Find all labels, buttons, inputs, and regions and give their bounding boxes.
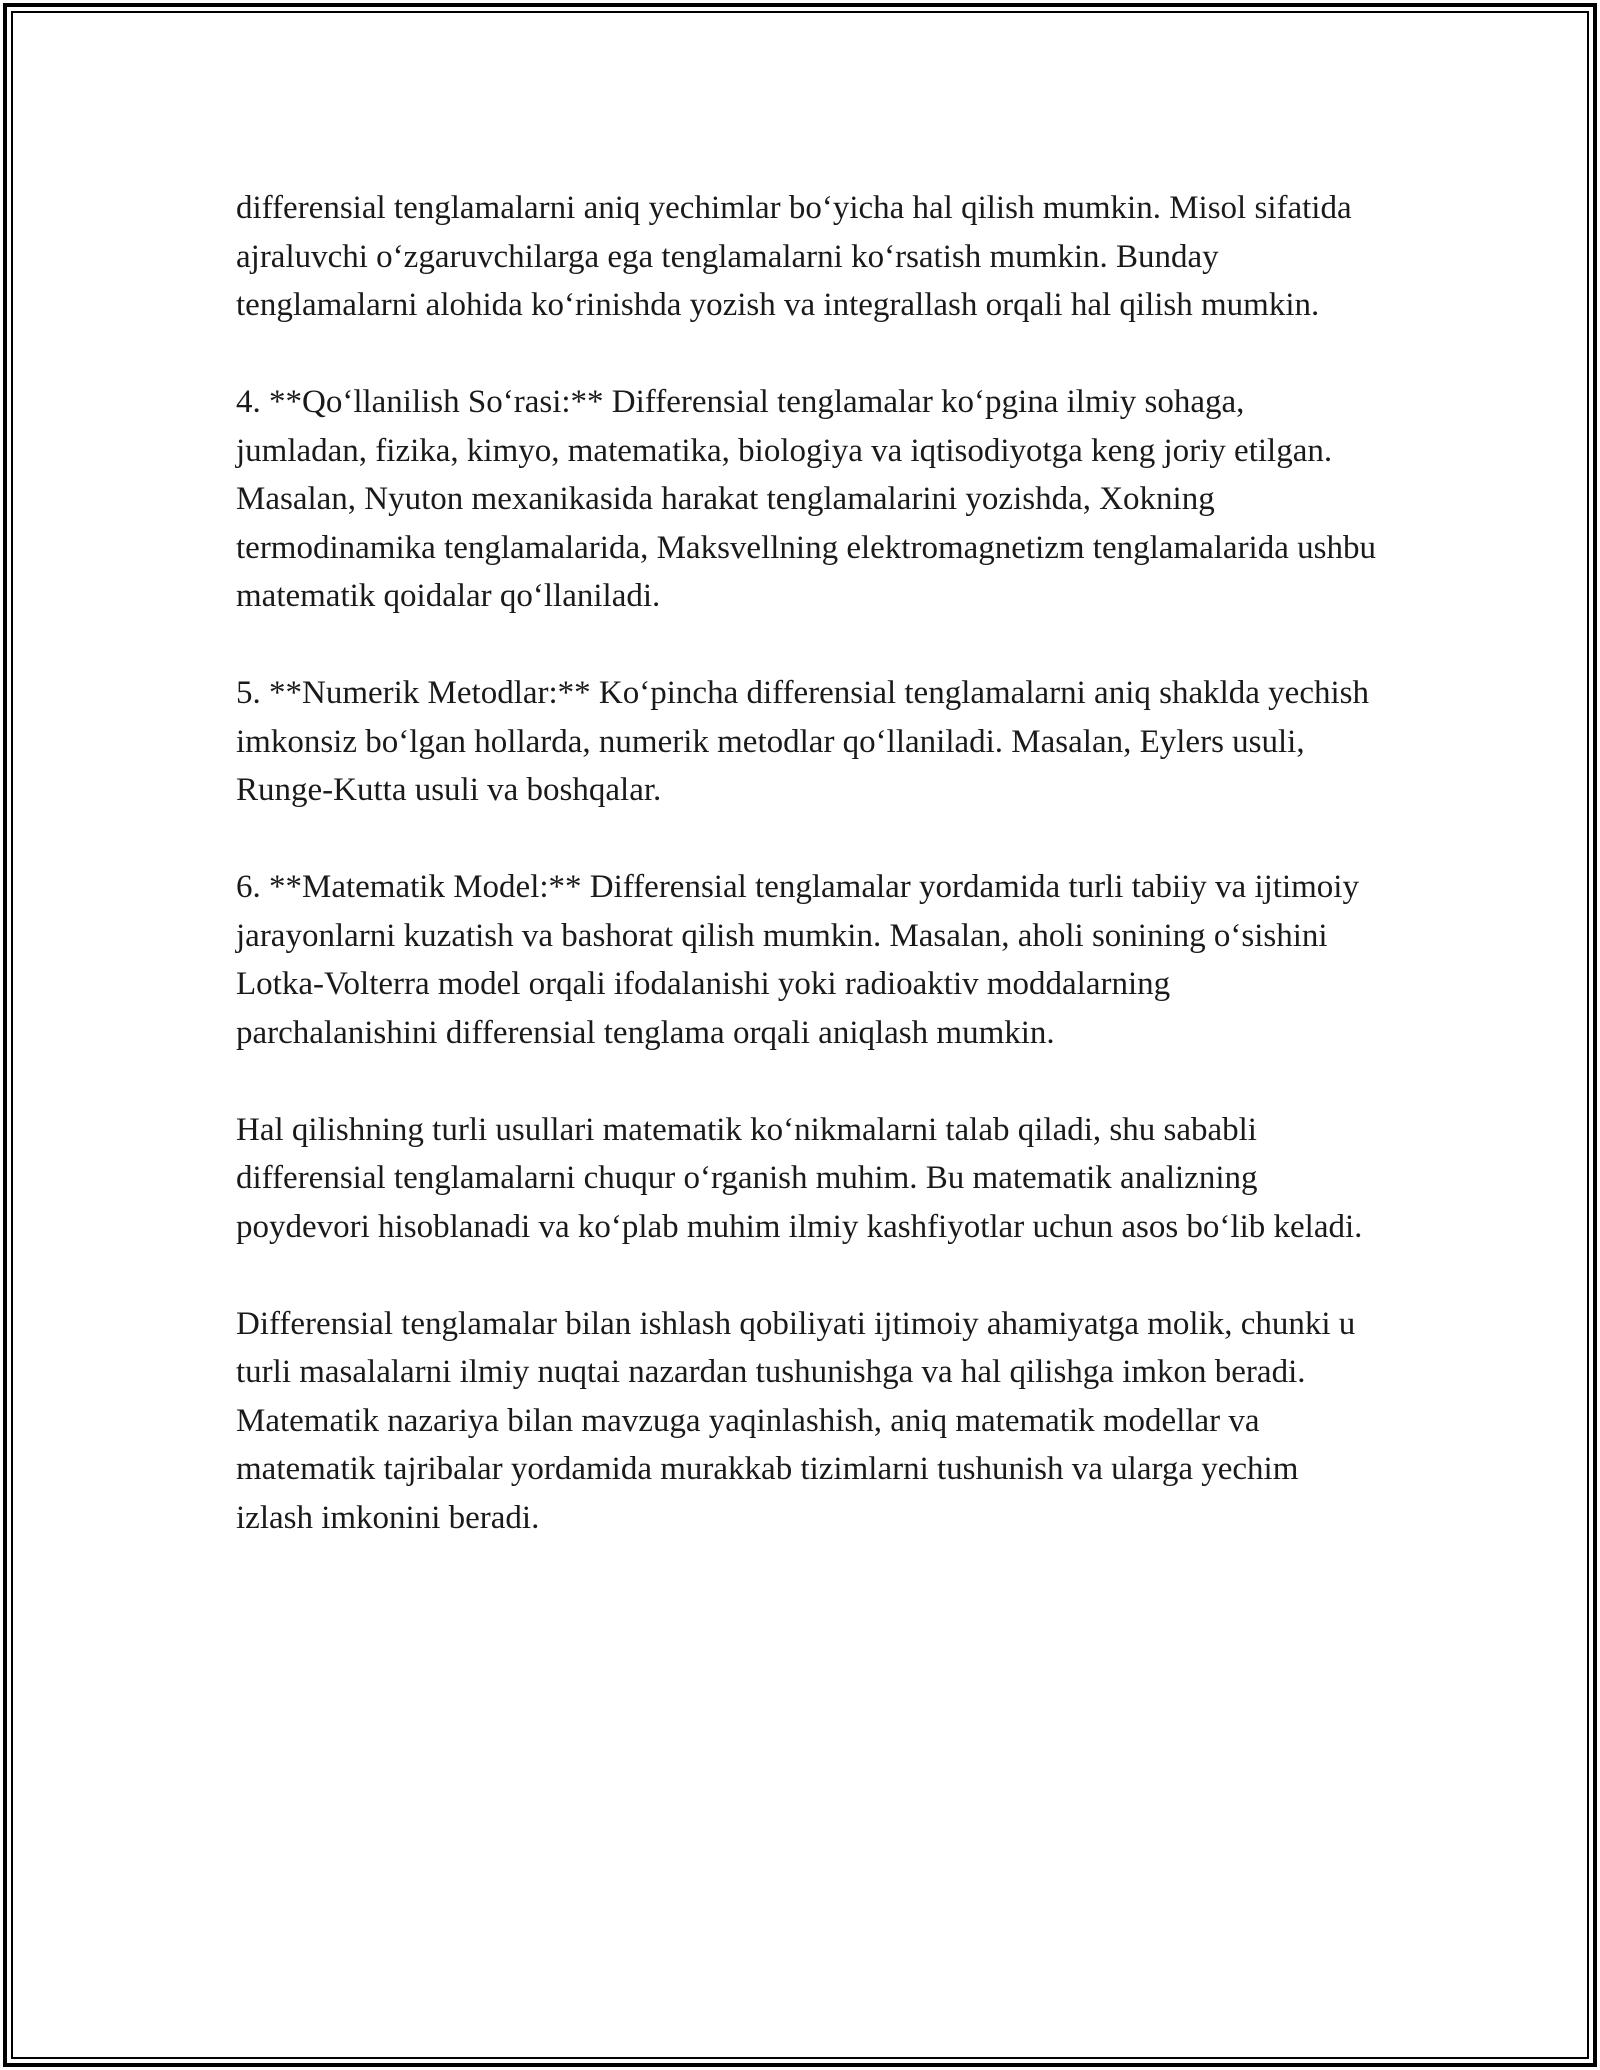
paragraph-intro-solution: differensial tenglamalarni aniq yechimlar bo‘yicha hal qilish mumkin. Misol sifatida ajraluvchi o‘zgaruvchilarga ega tenglamalarni ko‘rsatish mumkin. Bunday tenglamalarni alohida ko‘rinishda yozish va integrallash orqali hal qilish mumkin.	[236, 190, 1352, 323]
paragraph-social-importance: Differensial tenglamalar bilan ishlash qobiliyati ijtimoiy ahamiyatga molik, chunki u turli masalalarni ilmiy nuqtai nazardan tushunishga va hal qilishga imkon beradi. Matematik nazariya bilan mavzuga yaqinlashish, aniq matematik modellar va matematik tajribalar yordamida murakkab tizimlarni tushunish va ularga yechim izlash imkonini beradi.	[236, 1305, 1356, 1536]
paragraph-numerical-methods: 5. **Numerik Metodlar:** Ko‘pincha differensial tenglamalarni aniq shakldа yechish imkonsiz bo‘lgan hollarda, numerik metodlar qo‘llaniladi. Masalan, Eylers usuli, Runge-Kutta usuli va boshqalar.	[236, 675, 1369, 808]
document-body	[236, 184, 1376, 1542]
paragraph-mathematical-model: 6. **Matematik Model:** Differensial tenglamalar yordamida turli tabiiy va ijtimoiy jarayonlarni kuzatish va bashorat qilish mumkin. Masalan, aholi sonining o‘sishini Lotka-Volterra model orqali ifodalanishi yoki radioaktiv moddalarning parchalanishini differensial tenglama orqali aniqlash mumkin.	[236, 869, 1359, 1051]
paragraph-application-scope: 4. **Qo‘llanilish So‘rasi:** Differensial tenglamalar ko‘pgina ilmiy sohaga, jumladan, fizika, kimyo, matematika, biologiya va iqtisodiyotga keng joriy etilgan. Masalan, Nyuton mexanikasida harakat tenglamalarini yozishda, Xokning termodinamika tenglamalarida, Maksvellning elektromagnetizm tenglamalarida ushbu matematik qoidalar qo‘llaniladi.	[236, 384, 1376, 614]
paragraph-solution-skills: Hal qilishning turli usullari matematik ko‘nikmalarni talab qiladi, shu sababli differensial tenglamalarni chuqur o‘rganish muhim. Bu matematik analizning poydevori hisoblanadi va ko‘plab muhim ilmiy kashfiyotlar uchun asos bo‘lib keladi.	[236, 1111, 1363, 1245]
